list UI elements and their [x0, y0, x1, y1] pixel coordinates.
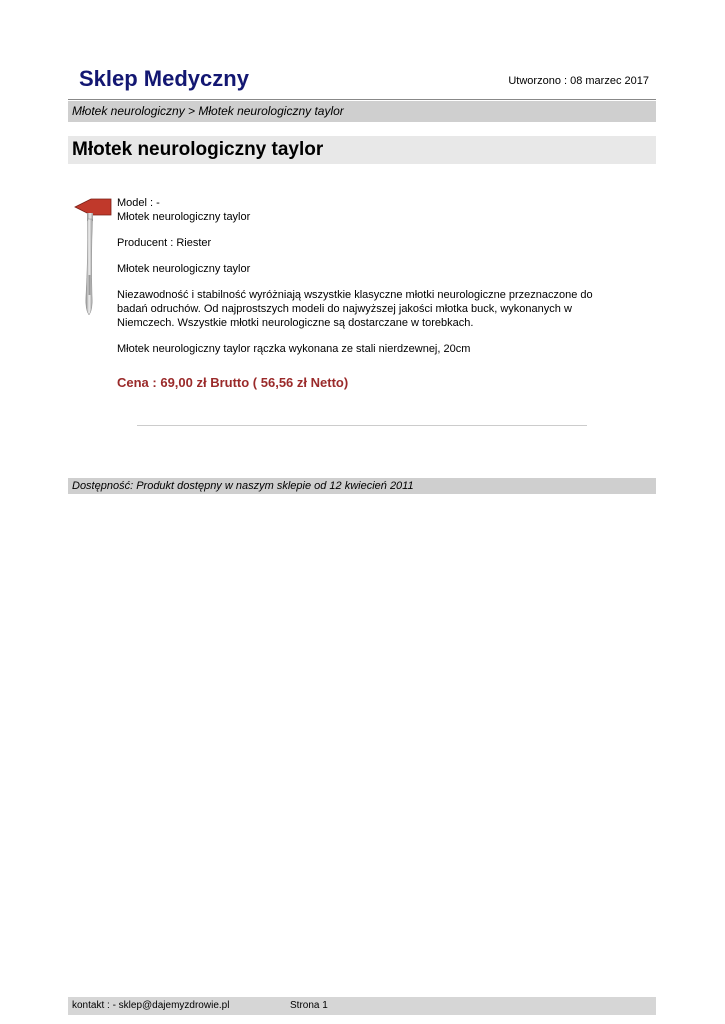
page-number: Strona 1 — [290, 1000, 328, 1011]
breadcrumb-text[interactable]: Młotek neurologiczny > Młotek neurologiczny taylor — [72, 104, 344, 118]
product-price: Cena : 69,00 zł Brutto ( 56,56 zł Netto) — [117, 375, 349, 390]
product-description: Niezawodność i stabilność wyróżniają wszystkie klasyczne młotki neurologiczne przeznaczone do badań odruchów. Od najprostszych modeli do najwyższej jakości młotka buck, wykonanych w Niemczech. Wszystkie młotki neurologiczne są dostarczane w torebkach. — [117, 289, 593, 329]
product-name: Młotek neurologiczny taylor — [117, 211, 251, 223]
producer-label: Producent : Riester — [117, 237, 212, 249]
header-divider — [68, 99, 656, 100]
footer-contact: kontakt : - sklep@dajemyzdrowie.pl — [72, 1000, 230, 1011]
product-details — [117, 196, 597, 356]
product-name-repeat: Młotek neurologiczny taylor — [117, 263, 251, 275]
product-title-bar — [68, 136, 656, 164]
created-date: Utworzono : 08 marzec 2017 — [508, 75, 649, 87]
footer — [68, 997, 656, 1015]
availability-bar — [68, 478, 656, 494]
reflex-hammer-icon — [72, 195, 112, 320]
product-short-description: Młotek neurologiczny taylor rączka wykonana ze stali nierdzewnej, 20cm — [117, 343, 471, 355]
availability-text: Dostępność: Produkt dostępny w naszym sklepie od 12 kwiecień 2011 — [72, 480, 414, 492]
store-title: Sklep Medyczny — [79, 66, 249, 91]
breadcrumb — [68, 101, 656, 122]
content-divider — [137, 425, 587, 426]
model-label: Model : - — [117, 197, 160, 209]
product-title: Młotek neurologiczny taylor — [72, 139, 324, 160]
